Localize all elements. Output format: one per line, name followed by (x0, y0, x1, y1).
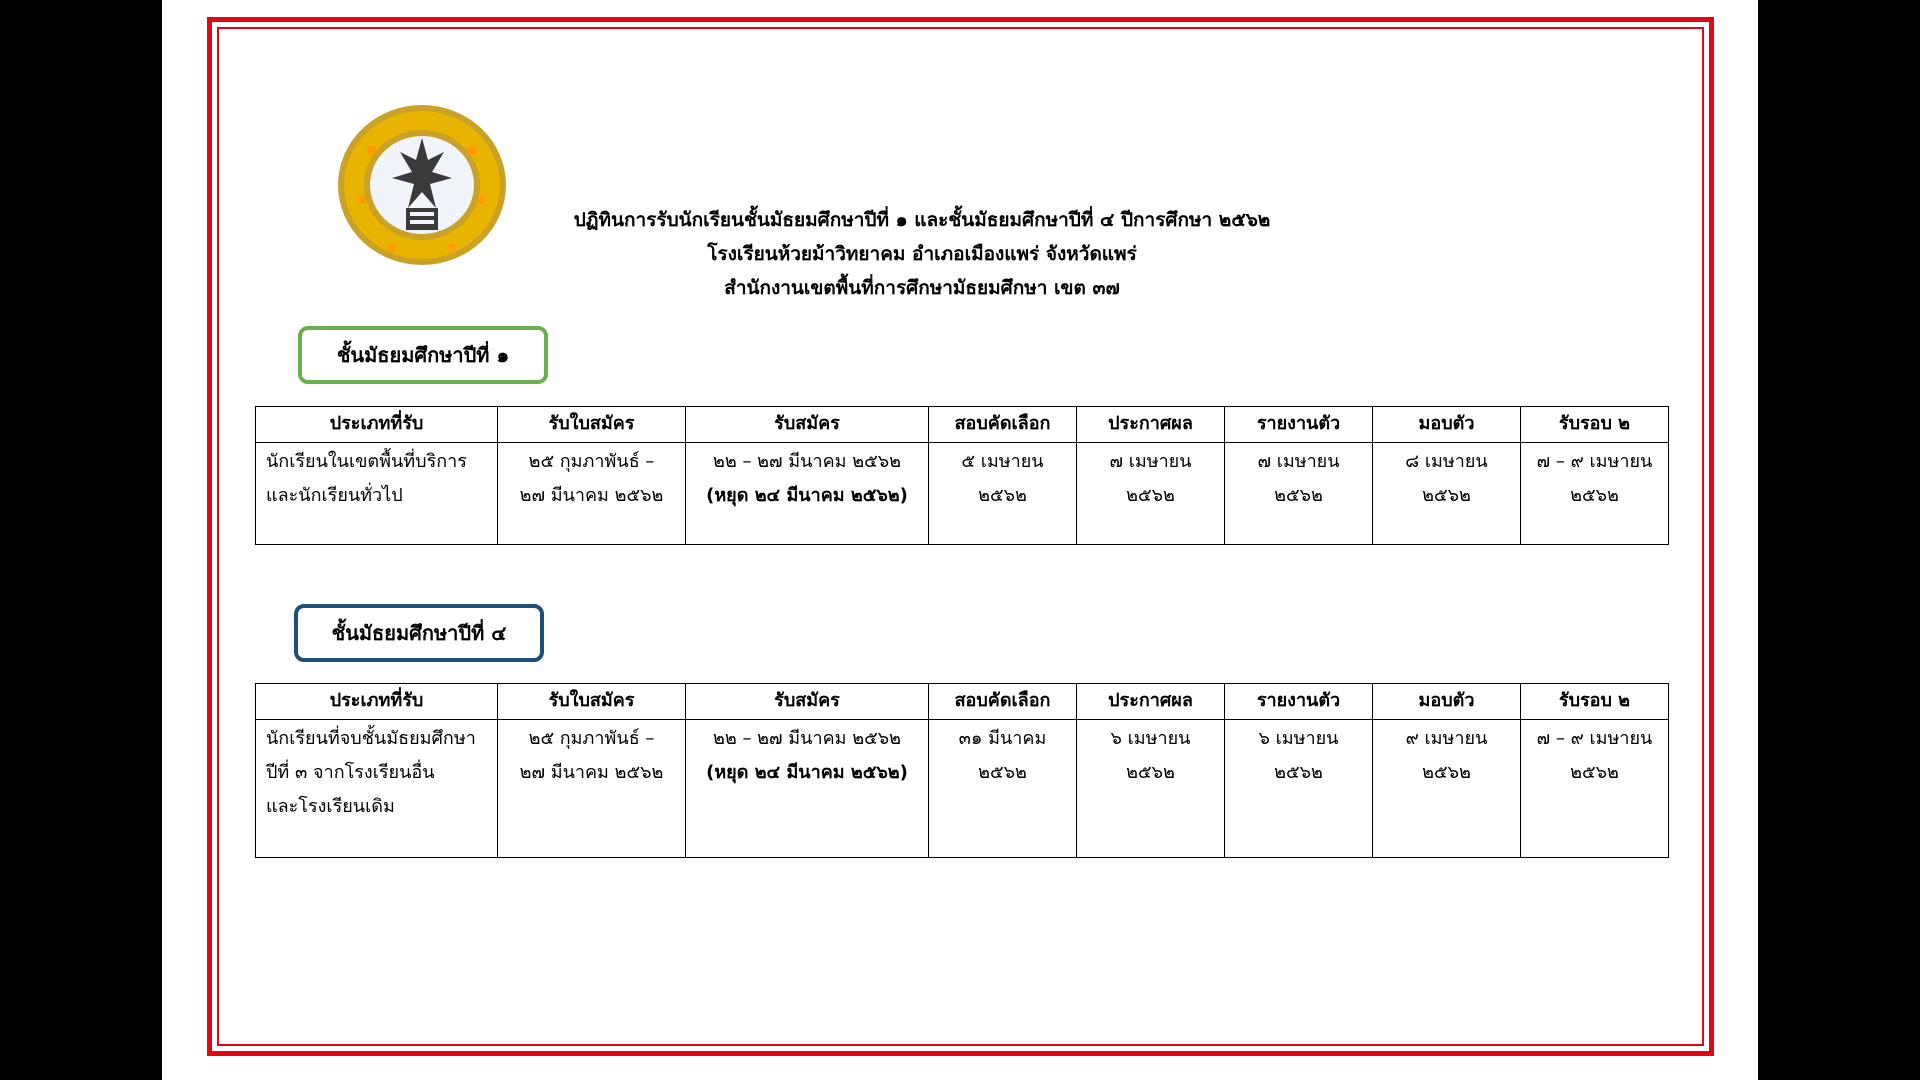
schedule-table-grade-4 (255, 683, 1669, 858)
cell-report: ๖ เมษายน ๒๕๖๒ (1225, 720, 1373, 858)
table-header-row (256, 407, 1669, 443)
column-header: รับใบสมัคร (498, 407, 686, 443)
document-page (162, 0, 1758, 1080)
column-header: ประกาศผล (1077, 407, 1225, 443)
school-seal-logo (332, 100, 512, 270)
cell-exam: ๕ เมษายน ๒๕๖๒ (929, 443, 1077, 545)
cell-type: นักเรียนที่จบชั้นมัธยมศึกษา ปีที่ ๓ จากโรงเรียนอื่น และโรงเรียนเดิม (256, 720, 498, 858)
title-line-1: ปฏิทินการรับนักเรียนชั้นมัธยมศึกษาปีที่ ๑ และชั้นมัธยมศึกษาปีที่ ๔ ปีการศึกษา ๒๕๖๒ (573, 209, 1271, 231)
section-badge-grade-4: ชั้นมัธยมศึกษาปีที่ ๔ (294, 604, 544, 662)
cell-type: นักเรียนในเขตพื้นที่บริการ และนักเรียนทั่วไป (256, 443, 498, 545)
column-header: ประเภทที่รับ (256, 407, 498, 443)
column-header: รายงานตัว (1225, 684, 1373, 720)
table-row (256, 443, 1669, 545)
column-header: รับรอบ ๒ (1521, 407, 1669, 443)
column-header: รับรอบ ๒ (1521, 684, 1669, 720)
column-header: สอบคัดเลือก (929, 407, 1077, 443)
section-badge-grade-1: ชั้นมัธยมศึกษาปีที่ ๑ (298, 326, 548, 384)
cell-report: ๗ เมษายน ๒๕๖๒ (1225, 443, 1373, 545)
column-header: มอบตัว (1373, 407, 1521, 443)
column-header: รับสมัคร (686, 684, 929, 720)
cell-enroll: ๘ เมษายน ๒๕๖๒ (1373, 443, 1521, 545)
schedule-table-grade-1 (255, 406, 1669, 545)
column-header: มอบตัว (1373, 684, 1521, 720)
cell-enroll: ๙ เมษายน ๒๕๖๒ (1373, 720, 1521, 858)
cell-apply: ๒๒ – ๒๗ มีนาคม ๒๕๖๒ (หยุด ๒๔ มีนาคม ๒๕๖๒) (686, 720, 929, 858)
cell-announce: ๗ เมษายน ๒๕๖๒ (1077, 443, 1225, 545)
cell-round2: ๗ – ๙ เมษายน ๒๕๖๒ (1521, 720, 1669, 858)
column-header: ประกาศผล (1077, 684, 1225, 720)
table-row (256, 720, 1669, 858)
cell-apply: ๒๒ – ๒๗ มีนาคม ๒๕๖๒ (หยุด ๒๔ มีนาคม ๒๕๖๒) (686, 443, 929, 545)
cell-round2: ๗ – ๙ เมษายน ๒๕๖๒ (1521, 443, 1669, 545)
title-line-2: โรงเรียนห้วยม้าวิทยาคม อำเภอเมืองแพร่ จังหวัดแพร่ (707, 243, 1137, 265)
table-header-row (256, 684, 1669, 720)
cell-announce: ๖ เมษายน ๒๕๖๒ (1077, 720, 1225, 858)
cell-form: ๒๕ กุมภาพันธ์ – ๒๗ มีนาคม ๒๕๖๒ (498, 720, 686, 858)
cell-form: ๒๕ กุมภาพันธ์ – ๒๗ มีนาคม ๒๕๖๒ (498, 443, 686, 545)
column-header: รับสมัคร (686, 407, 929, 443)
title-line-3: สำนักงานเขตพื้นที่การศึกษามัธยมศึกษา เขต ๓๗ (724, 277, 1120, 299)
column-header: รายงานตัว (1225, 407, 1373, 443)
column-header: รับใบสมัคร (498, 684, 686, 720)
column-header: สอบคัดเลือก (929, 684, 1077, 720)
column-header: ประเภทที่รับ (256, 684, 498, 720)
cell-exam: ๓๑ มีนาคม ๒๕๖๒ (929, 720, 1077, 858)
